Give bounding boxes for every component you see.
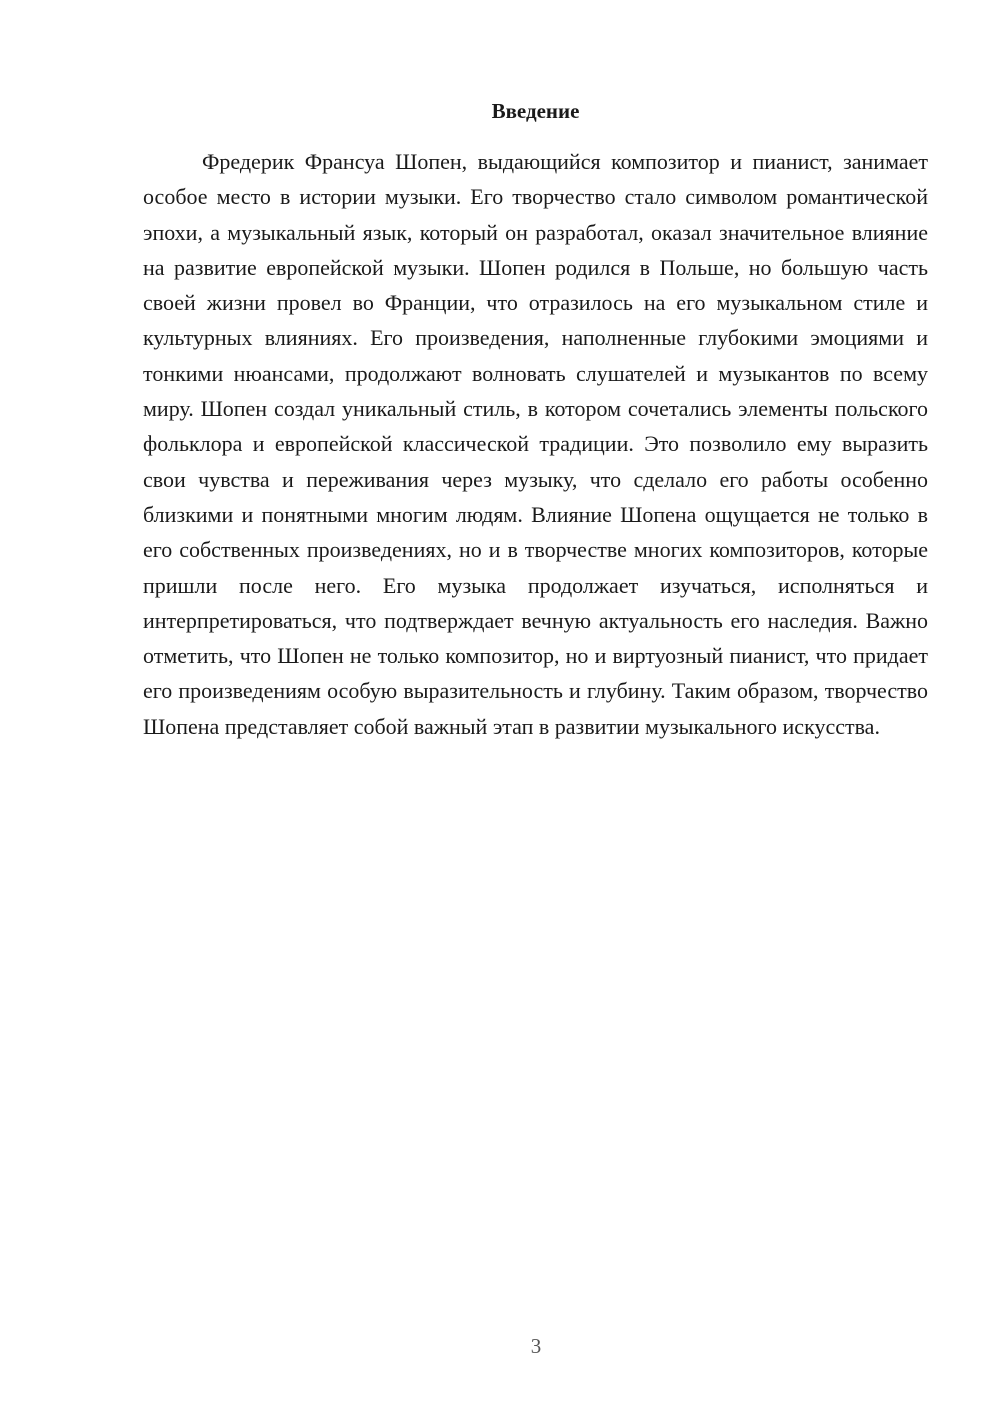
body-paragraph: Фредерик Франсуа Шопен, выдающийся композитор и пианист, занимает особое место в истории музыки. Его творчество стало символом романтической эпохи, а музыкальный язык, который он разработал, оказал значительное влияние на развитие европейской музыки. Шопен родился в Польше, но большую часть своей жизни провел во Франции, что отразилось на его музыкальном стиле и культурных влияниях. Его произведения, наполненные глубокими эмоциями и тонкими нюансами, продолжают волновать слушателей и музыкантов по всему миру. Шопен создал уникальный стиль, в котором сочетались элементы польского фольклора и европейской классической традиции. Это позволило ему выразить свои чувства и переживания через музыку, что сделало его работы особенно близкими и понятными многим людям. Влияние Шопена ощущается не только в его собственных произведениях, но и в творчестве многих композиторов, которые пришли после него. Его музыка продолжает изучаться, исполняться и интерпретироваться, что подтверждает вечную актуальность его наследия. Важно отметить, что Шопен не только композитор, но и виртуозный пианист, что придает его произведениям особую выразительность и глубину. Таким образом, творчество Шопена представляет собой важный этап в развитии музыкального искусства. (143, 149, 928, 739)
page-number: 3 (530, 1334, 542, 1358)
section-heading: Введение (491, 99, 580, 123)
